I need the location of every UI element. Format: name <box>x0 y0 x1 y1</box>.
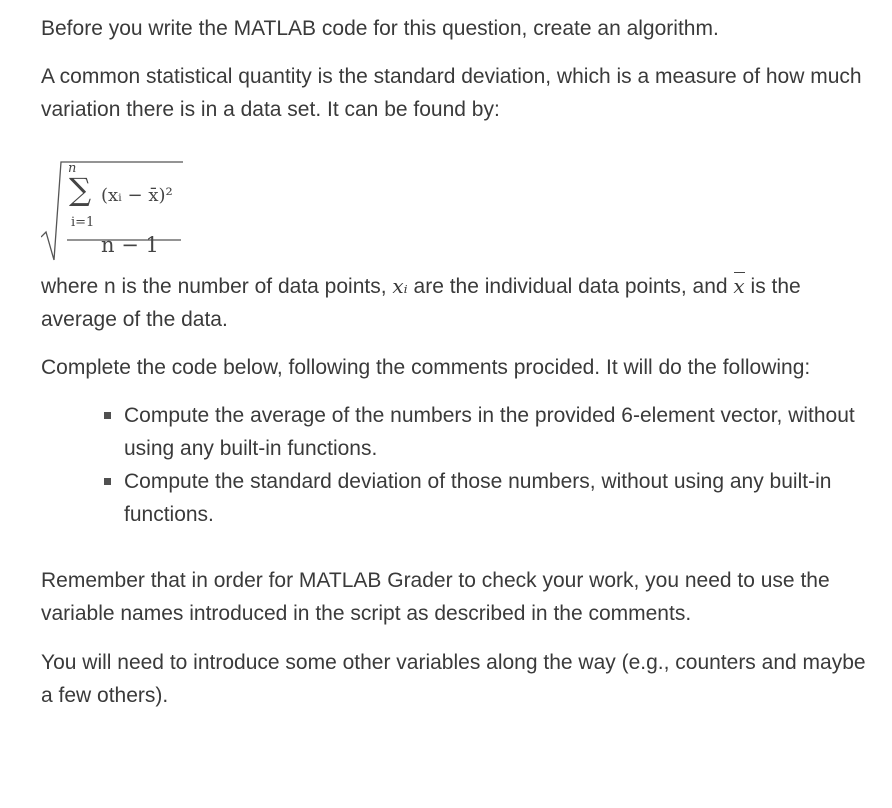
denominator: n − 1 <box>101 233 159 257</box>
list-item: Compute the standard deviation of those numbers, without using any built-in functions. <box>124 465 871 531</box>
sigma-symbol: ∑ <box>69 172 92 208</box>
list-item: Compute the average of the numbers in the provided 6-element vector, without using any built-in functions. <box>124 399 871 465</box>
xi-symbol: xᵢ <box>392 274 408 298</box>
task-list <box>41 399 871 531</box>
sum-term: (xᵢ − x̄)² <box>101 185 173 206</box>
question-content <box>41 12 871 712</box>
definition-paragraph: A common statistical quantity is the standard deviation, which is a measure of how much variation there is in a data set. It can be found by: <box>41 65 862 121</box>
intro-paragraph: Before you write the MATLAB code for this question, create an algorithm. <box>41 17 719 40</box>
note-paragraph: You will need to introduce some other variables along the way (e.g., counters and maybe a few others). <box>41 651 866 707</box>
instructions-paragraph: Complete the code below, following the comments procided. It will do the following: <box>41 356 811 379</box>
sum-upper-limit: n <box>68 161 77 176</box>
where-paragraph: where n is the number of data points, xᵢ are the individual data points, and x is the average of the data. <box>41 270 871 336</box>
xbar-symbol: x <box>733 270 744 303</box>
reminder-paragraph: Remember that in order for MATLAB Grader to check your work, you need to use the variable names introduced in the script as described in the comments. <box>41 569 830 625</box>
std-dev-formula <box>41 152 871 270</box>
sum-lower-limit: i=1 <box>71 215 95 230</box>
